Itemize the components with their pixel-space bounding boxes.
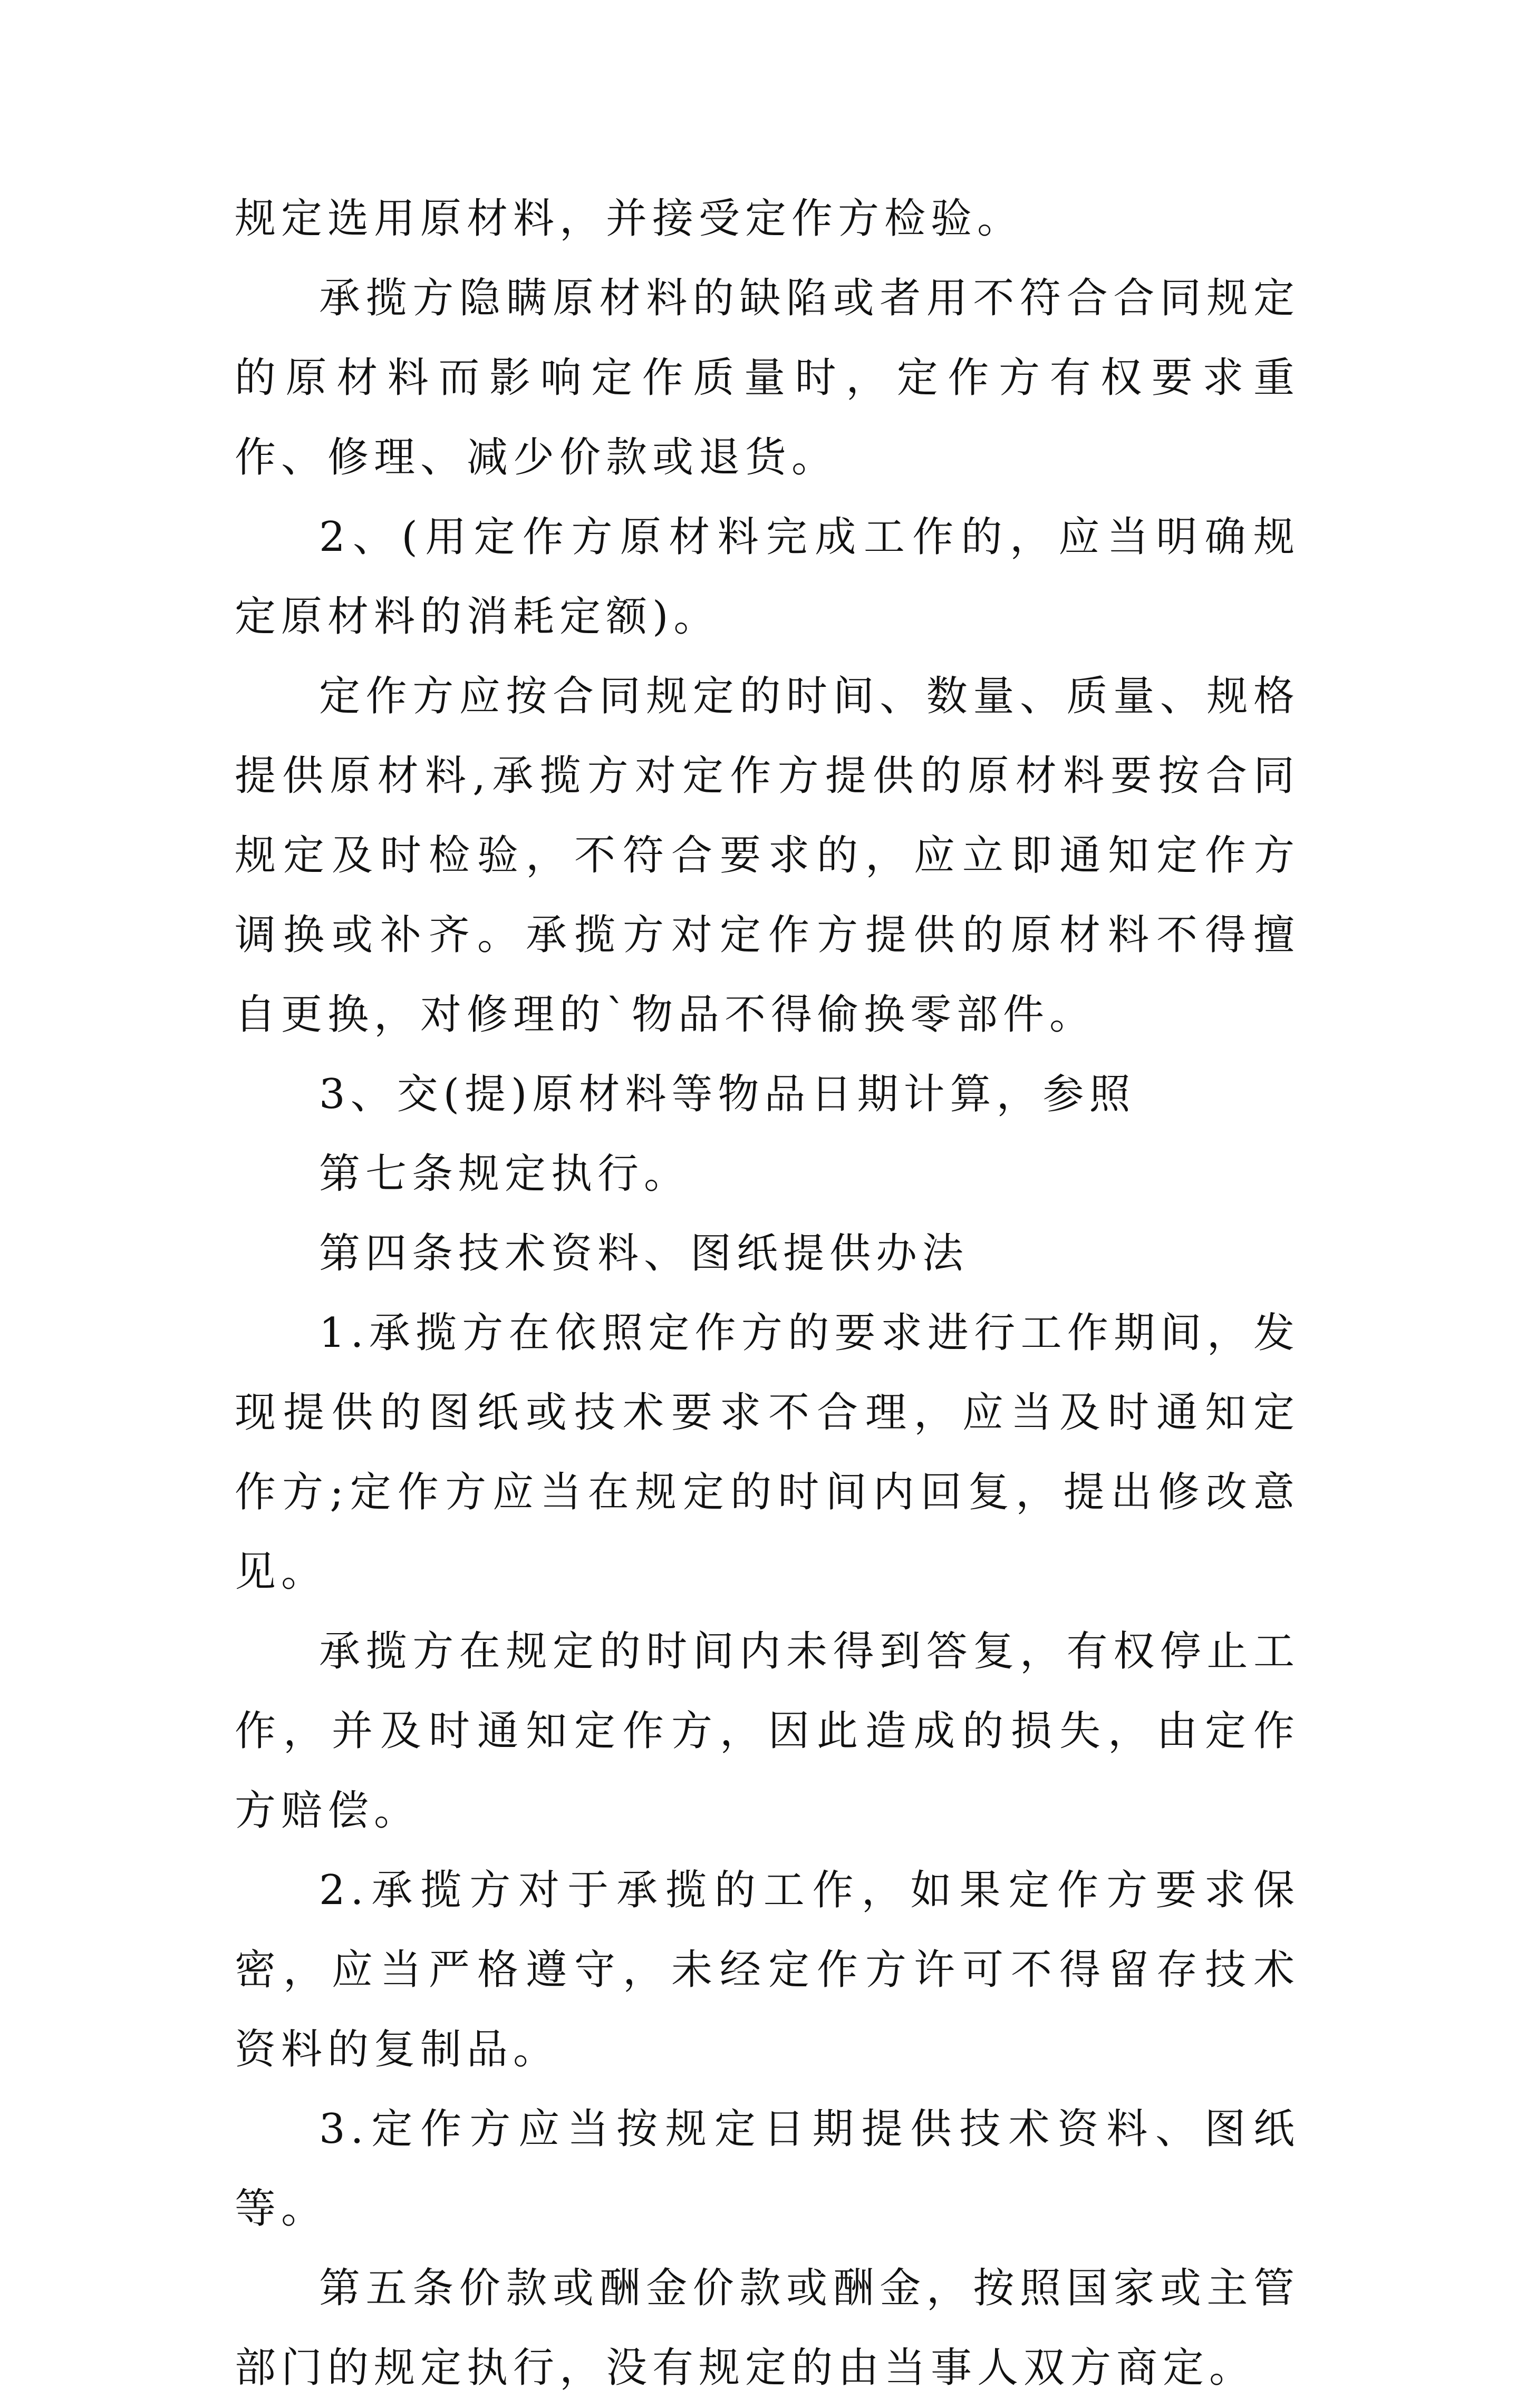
- paragraph-3: 2、(用定作方原材料完成工作的，应当明确规定原材料的消耗定额)。: [235, 513, 1300, 640]
- paragraph-1: 规定选用原材料，并接受定作方检验。: [235, 195, 1024, 242]
- document-body: [235, 179, 1300, 2408]
- paragraph-2: 承揽方隐瞒原材料的缺陷或者用不符合合同规定的原材料而影响定作质量时，定作方有权要求重作、修理、减少价款或退货。: [235, 275, 1300, 481]
- paragraph-5: 3、交(提)原材料等物品日期计算，参照: [319, 1071, 1136, 1118]
- section-heading-article-4: 第四条技术资料、图纸提供办法: [319, 1230, 969, 1277]
- paragraph-8: 1.承揽方在依照定作方的要求进行工作期间，发现提供的图纸或技术要求不合理，应当及时通知定作方;定作方应当在规定的时间内回复，提出修改意见。: [235, 1309, 1300, 1596]
- paragraph-11: 3.定作方应当按规定日期提供技术资料、图纸等。: [235, 2105, 1300, 2232]
- paragraph-9: 承揽方在规定的时间内未得到答复，有权停止工作，并及时通知定作方，因此造成的损失，由定作方赔偿。: [235, 1628, 1300, 1834]
- paragraph-article-5: 第五条价款或酬金价款或酬金，按照国家或主管部门的规定执行，没有规定的由当事人双方商定。: [235, 2265, 1300, 2392]
- paragraph-10: 2.承揽方对于承揽的工作，如果定作方要求保密，应当严格遵守，未经定作方许可不得留存技术资料的复制品。: [235, 1867, 1300, 2073]
- paragraph-4: 定作方应按合同规定的时间、数量、质量、规格提供原材料,承揽方对定作方提供的原材料要按合同规定及时检验，不符合要求的，应立即通知定作方调换或补齐。承揽方对定作方提供的原材料不得擅自更换，对修理的`物品不得偷换零部件。: [235, 673, 1300, 1038]
- paragraph-6: 第七条规定执行。: [319, 1150, 691, 1198]
